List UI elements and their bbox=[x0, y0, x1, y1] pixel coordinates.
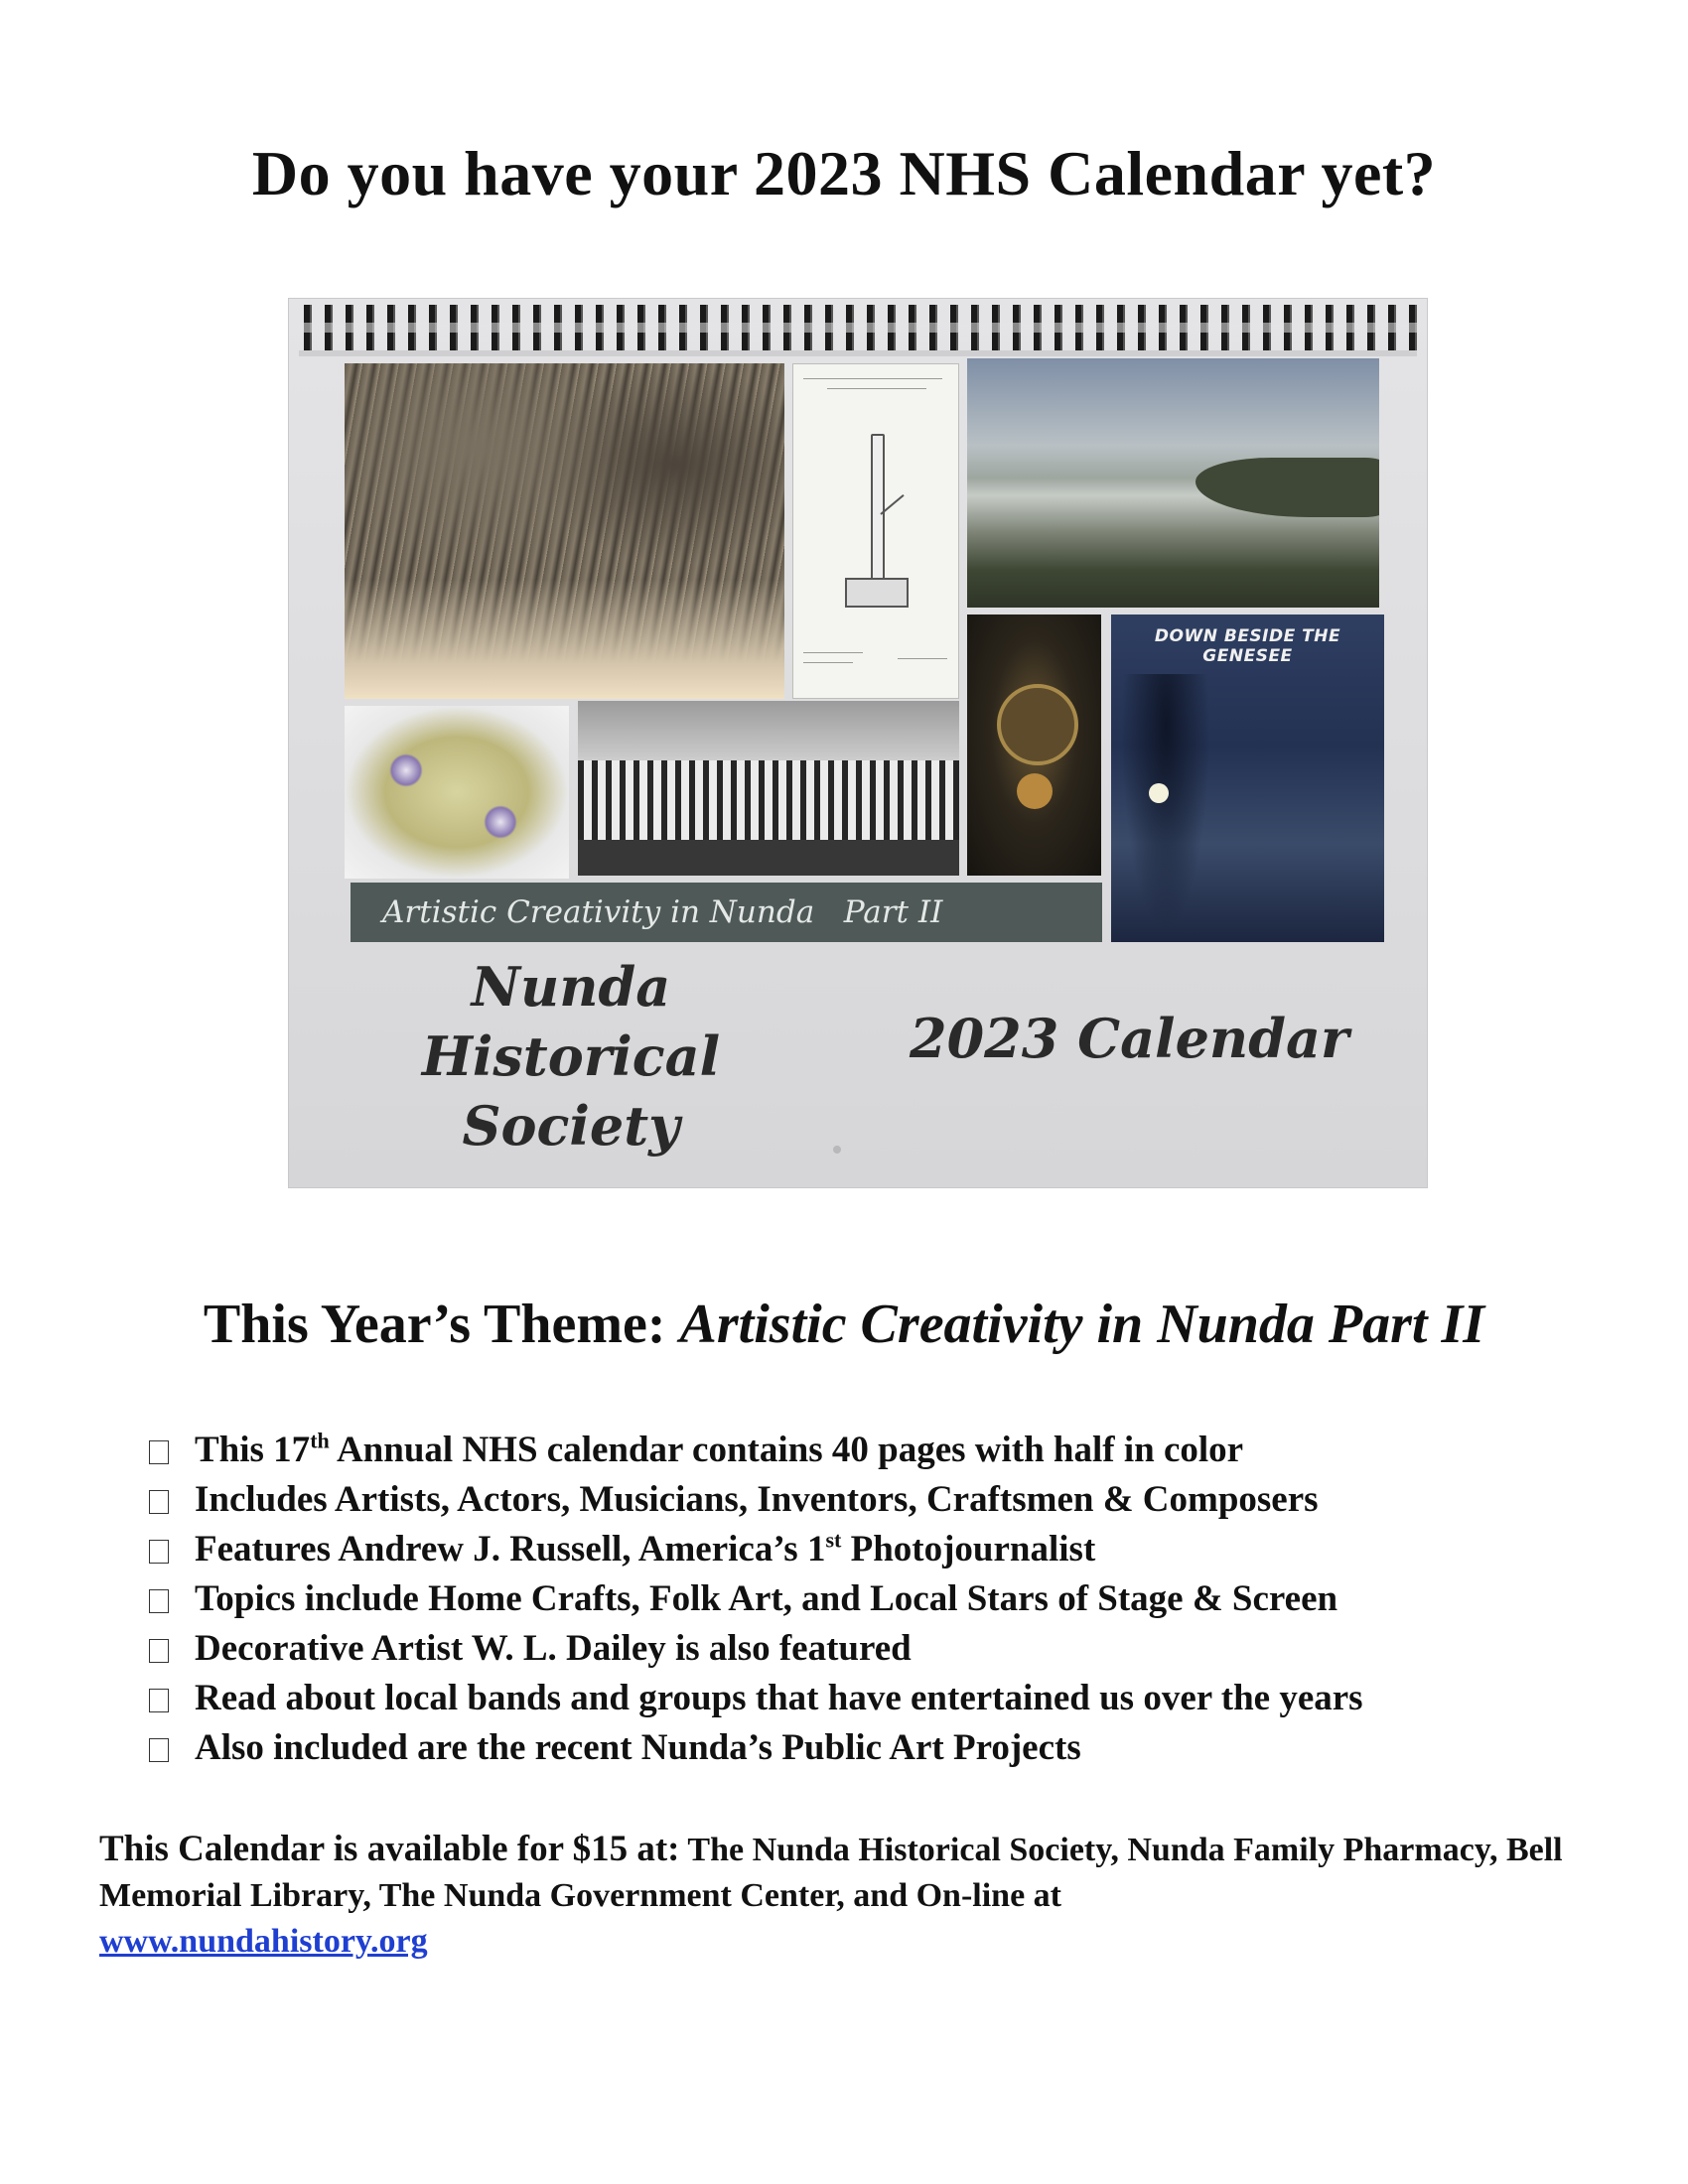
checkbox-square-icon bbox=[149, 1540, 169, 1564]
society-line-2: Society bbox=[462, 1094, 680, 1158]
checkbox-square-icon bbox=[149, 1738, 169, 1762]
list-item: Includes Artists, Actors, Musicians, Inventors, Craftsmen & Composers bbox=[149, 1475, 1589, 1525]
society-line-1: Nunda Historical bbox=[421, 955, 721, 1088]
calendar-cover-photo bbox=[288, 298, 1428, 1188]
checkbox-square-icon bbox=[149, 1639, 169, 1663]
checkbox-square-icon bbox=[149, 1440, 169, 1464]
calendar-society-name bbox=[362, 952, 779, 1160]
feature-list bbox=[149, 1426, 1589, 1773]
list-item: This 17th Annual NHS calendar contains 40 pages with half in color bbox=[149, 1426, 1589, 1475]
spiral-binding bbox=[299, 305, 1417, 356]
painted-dish-photo bbox=[345, 706, 569, 879]
band-photo bbox=[578, 701, 959, 876]
skeleton-clock-photo bbox=[967, 614, 1101, 876]
list-item: Read about local bands and groups that have entertained us over the years bbox=[149, 1674, 1589, 1723]
patent-drawing bbox=[792, 363, 959, 699]
website-link[interactable]: www.nundahistory.org bbox=[99, 1923, 428, 1960]
page-headline: Do you have your 2023 NHS Calendar yet? bbox=[251, 138, 1437, 208]
availability-lead: This Calendar is available for $15 at: bbox=[99, 1829, 680, 1869]
sheet-music-title: DOWN BESIDE THE GENESEE bbox=[1154, 626, 1341, 666]
calendar-theme-bar: Artistic Creativity in Nunda Part II bbox=[351, 883, 1102, 942]
theme-label: This Year’s Theme: bbox=[203, 1294, 666, 1355]
checkbox-square-icon bbox=[149, 1589, 169, 1613]
theme-heading bbox=[0, 1293, 1688, 1356]
list-item: Features Andrew J. Russell, America’s 1st Photojournalist bbox=[149, 1525, 1589, 1574]
list-item: Decorative Artist W. L. Dailey is also featured bbox=[149, 1624, 1589, 1674]
availability-locations: The Nunda Historical Society, Nunda Family Pharmacy, Bell Memorial Library, The Nunda Government Center, and On-line at bbox=[99, 1832, 1563, 1914]
checkbox-square-icon bbox=[149, 1689, 169, 1712]
theme-value: Artistic Creativity in Nunda Part II bbox=[679, 1294, 1485, 1355]
railroad-photo bbox=[345, 363, 784, 699]
list-item: Also included are the recent Nunda’s Public Art Projects bbox=[149, 1723, 1589, 1773]
list-item: Topics include Home Crafts, Folk Art, and Local Stars of Stage & Screen bbox=[149, 1574, 1589, 1624]
sheet-music-cover bbox=[1111, 614, 1384, 942]
calendar-year-label: 2023 Calendar bbox=[910, 1007, 1349, 1070]
checkbox-square-icon bbox=[149, 1490, 169, 1514]
availability-paragraph bbox=[99, 1827, 1589, 1965]
hanging-hole bbox=[833, 1146, 841, 1154]
lake-painting bbox=[967, 358, 1379, 608]
